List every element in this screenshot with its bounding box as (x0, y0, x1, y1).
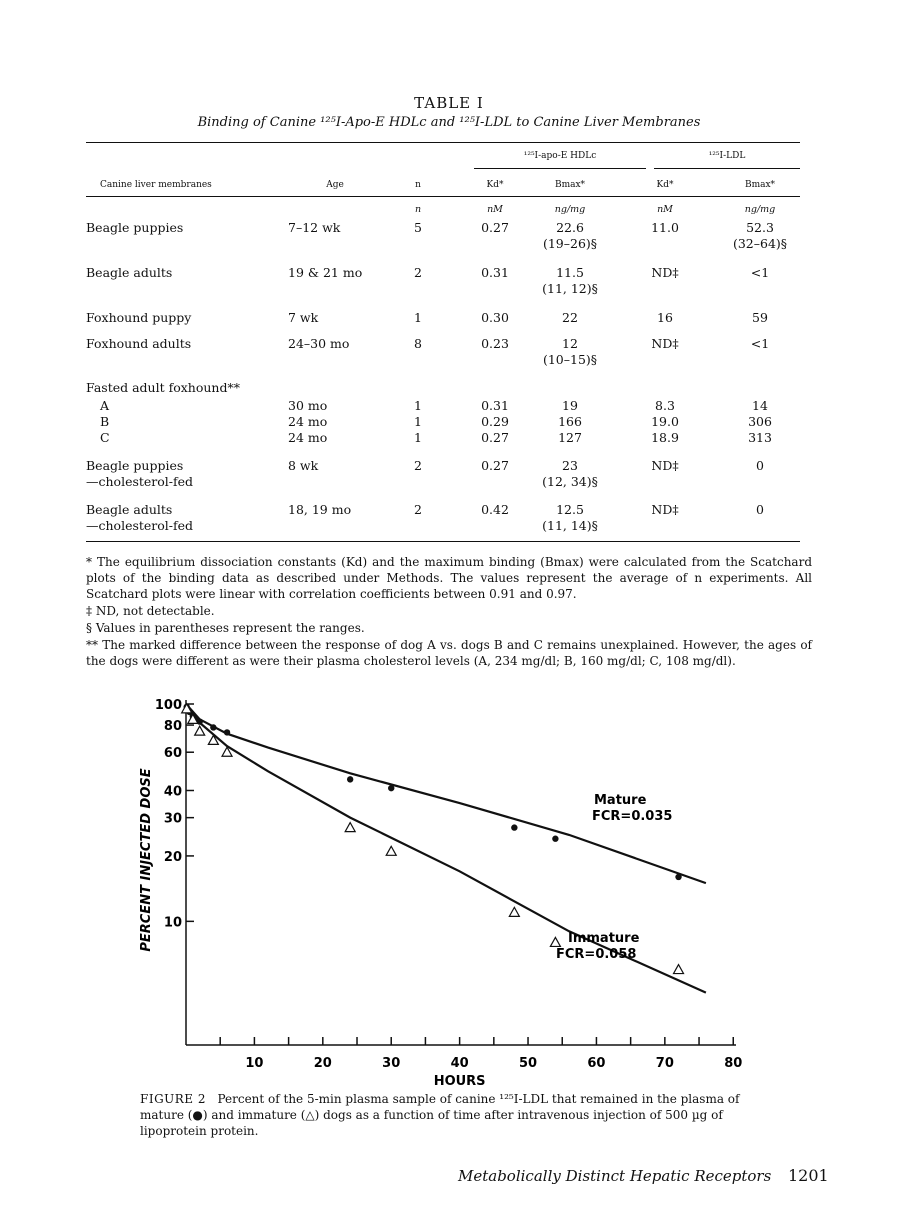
y-axis-label: PERCENT INJECTED DOSE (139, 768, 154, 952)
row-kd1: 0.31 (481, 398, 509, 413)
row-b2-range: (32–64)§ (732, 236, 788, 251)
row-age: 24–30 mo (288, 336, 350, 351)
group-rule-ldl (654, 168, 800, 169)
row-name: Foxhound puppy (86, 310, 192, 325)
row-b2: 14 (752, 398, 768, 413)
row-kd2: 8.3 (655, 398, 675, 413)
y-tick-label: 100 (154, 698, 182, 713)
row-kd1: 0.42 (481, 502, 509, 517)
row-name: A (100, 398, 110, 413)
col-header-kd-hdl: Kd* (486, 180, 504, 190)
point-mature (511, 824, 517, 830)
col-header-membranes: Canine liver membranes (100, 180, 212, 190)
group-rule-hdl (474, 168, 646, 169)
point-immature (674, 965, 684, 974)
row-n: 1 (414, 430, 422, 445)
row-kd2: 18.9 (651, 430, 679, 445)
point-immature (195, 726, 205, 735)
point-mature (224, 729, 230, 735)
table-title: TABLE I (414, 94, 484, 112)
row-b1: 12 (562, 336, 578, 351)
series-fcr-mature: FCR=0.035 (592, 809, 673, 824)
point-mature (210, 724, 216, 730)
unit-n: n (414, 204, 422, 215)
y-tick-label: 20 (163, 849, 182, 865)
series-label-immature: Immature (568, 931, 640, 946)
chart-labels (556, 793, 672, 962)
row-name: Beagle puppies (86, 458, 184, 473)
header-rule (86, 196, 800, 197)
row-n: 8 (414, 336, 422, 351)
x-tick-label: 50 (518, 1056, 538, 1071)
point-mature (388, 785, 394, 791)
footnote-kd-bmax: * The equilibrium dissociation constants (Kd) and the maximum binding (Bmax) were calculated from the Scatchard plots of the binding data as described under Methods. The values represent the average of n experiments. All Scatchard plots were linear with correlation coefficients between 0.91 and 0.97. (86, 555, 812, 601)
row-age: 18, 19 mo (288, 502, 352, 517)
col-header-bmax-ldl: Bmax* (744, 180, 776, 190)
figure-2-chart (0, 690, 898, 1090)
point-mature (675, 874, 681, 880)
row-kd1: 0.31 (481, 265, 509, 280)
row-b1: 166 (558, 414, 582, 429)
row-kd2: ND‡ (651, 458, 679, 473)
x-tick-label: 80 (724, 1056, 743, 1071)
point-immature (345, 823, 355, 832)
row-kd2: 19.0 (651, 414, 679, 429)
group-header-ldl: ¹²⁵I-LDL (708, 151, 746, 161)
row-name: B (100, 414, 110, 429)
col-header-n: n (415, 180, 421, 190)
row-name: Beagle puppies (86, 220, 184, 235)
row-b2: <1 (750, 336, 770, 351)
row-b2: <1 (750, 265, 770, 280)
row-kd1: 0.23 (481, 336, 509, 351)
row-age: 7–12 wk (288, 220, 341, 235)
row-name-continued: —cholesterol-fed (86, 518, 194, 533)
row-age: 8 wk (288, 458, 319, 473)
row-name: C (100, 430, 110, 445)
row-n: 2 (414, 502, 422, 517)
row-b2: 306 (748, 414, 772, 429)
row-b1: 11.5 (556, 265, 584, 280)
row-b1: 22.6 (556, 220, 584, 235)
table-bottom-rule (86, 541, 800, 542)
page-number: 1201 (788, 1166, 829, 1185)
row-kd2: ND‡ (651, 336, 679, 351)
figure-caption-label: FIGURE 2 (140, 1092, 207, 1106)
y-tick-label: 40 (163, 784, 182, 800)
row-n: 2 (414, 458, 422, 473)
group-header-hdl: ¹²⁵I-apo-E HDLc (523, 151, 597, 161)
row-b1: 12.5 (556, 502, 584, 517)
x-tick-label: 20 (313, 1056, 332, 1071)
row-kd2: ND‡ (651, 265, 679, 280)
row-b2: 0 (756, 458, 764, 473)
unit-kd-ldl: nM (657, 204, 673, 215)
point-immature (386, 846, 396, 855)
running-title: Metabolically Distinct Hepatic Receptors (458, 1167, 772, 1185)
x-tick-label: 40 (450, 1056, 469, 1071)
series-fcr-immature: FCR=0.058 (556, 947, 637, 962)
row-kd1: 0.30 (481, 310, 509, 325)
row-b2: 59 (752, 310, 768, 325)
y-tick-label: 30 (163, 811, 182, 827)
row-n: 1 (414, 310, 422, 325)
row-n: 5 (414, 220, 422, 235)
row-age: 19 & 21 mo (288, 265, 363, 280)
x-tick-label: 60 (587, 1056, 606, 1071)
unit-kd-hdl: nM (487, 204, 503, 215)
y-tick-label: 60 (163, 746, 182, 762)
row-b1-range: (10–15)§ (542, 352, 598, 367)
row-kd2: 11.0 (651, 220, 679, 235)
table-top-rule (86, 142, 800, 143)
row-b2: 52.3 (746, 220, 774, 235)
row-name: Foxhound adults (86, 336, 192, 351)
x-tick-label: 30 (382, 1056, 401, 1071)
row-b1: 127 (558, 430, 582, 445)
point-mature (552, 836, 558, 842)
figure-caption-text: Percent of the 5-min plasma sample of canine ¹²⁵I-LDL that remained in the plasma of mature (●) and immature (△) dogs as a function of time after intravenous injection of 500 µg of lipoprotein protein. (140, 1092, 740, 1138)
row-kd2: 16 (657, 310, 673, 325)
row-kd2: ND‡ (651, 502, 679, 517)
row-b1-range: (19–26)§ (542, 236, 598, 251)
col-header-bmax-hdl: Bmax* (554, 180, 586, 190)
row-n: 2 (414, 265, 422, 280)
row-name: Beagle adults (86, 502, 173, 517)
unit-bmax-hdl: ng/mg (554, 204, 586, 215)
row-b1: 22 (562, 310, 578, 325)
series-label-mature: Mature (594, 793, 647, 808)
footnote-ranges: § Values in parentheses represent the ranges. (86, 621, 365, 635)
col-header-kd-ldl: Kd* (656, 180, 674, 190)
y-tick-label: 80 (163, 719, 182, 735)
table-subtitle: Binding of Canine ¹²⁵I-Apo-E HDLc and ¹²⁵I-LDL to Canine Liver Membranes (197, 115, 701, 130)
row-n: 1 (414, 414, 422, 429)
row-b1-range: (11, 12)§ (542, 281, 598, 296)
row-age: 24 mo (288, 414, 328, 429)
row-name: Beagle adults (86, 265, 173, 280)
row-b1: 19 (562, 398, 578, 413)
row-b2: 313 (748, 430, 772, 445)
row-kd1: 0.27 (481, 430, 509, 445)
row-age: 24 mo (288, 430, 328, 445)
x-tick-label: 70 (655, 1056, 674, 1071)
row-b1: 23 (562, 458, 578, 473)
figure-caption (140, 1091, 740, 1139)
row-n: 1 (414, 398, 422, 413)
col-header-age: Age (326, 180, 344, 190)
row-kd1: 0.27 (481, 458, 509, 473)
footnote-dog-a: ** The marked difference between the response of dog A vs. dogs B and C remains unexplained. However, the ages of the dogs were different as were their plasma cholesterol levels (A, 234 mg/dl; B, 160 mg/dl; C, 108 mg/dl). (86, 638, 812, 668)
unit-bmax-ldl: ng/mg (744, 204, 776, 215)
x-tick-label: 10 (245, 1056, 264, 1071)
row-b2: 0 (756, 502, 764, 517)
row-b1-range: (12, 34)§ (542, 474, 598, 489)
row-age: 7 wk (288, 310, 319, 325)
row-kd1: 0.27 (481, 220, 509, 235)
row-name: Fasted adult foxhound** (86, 380, 240, 395)
x-axis-label: HOURS (433, 1074, 486, 1089)
row-name-continued: —cholesterol-fed (86, 474, 194, 489)
row-b1-range: (11, 14)§ (542, 518, 598, 533)
row-age: 30 mo (288, 398, 328, 413)
y-tick-label: 10 (163, 915, 182, 931)
row-kd1: 0.29 (481, 414, 509, 429)
point-immature (550, 937, 560, 946)
point-mature (347, 776, 353, 782)
footnote-nd: ‡ ND, not detectable. (86, 604, 215, 618)
point-immature (509, 907, 519, 916)
